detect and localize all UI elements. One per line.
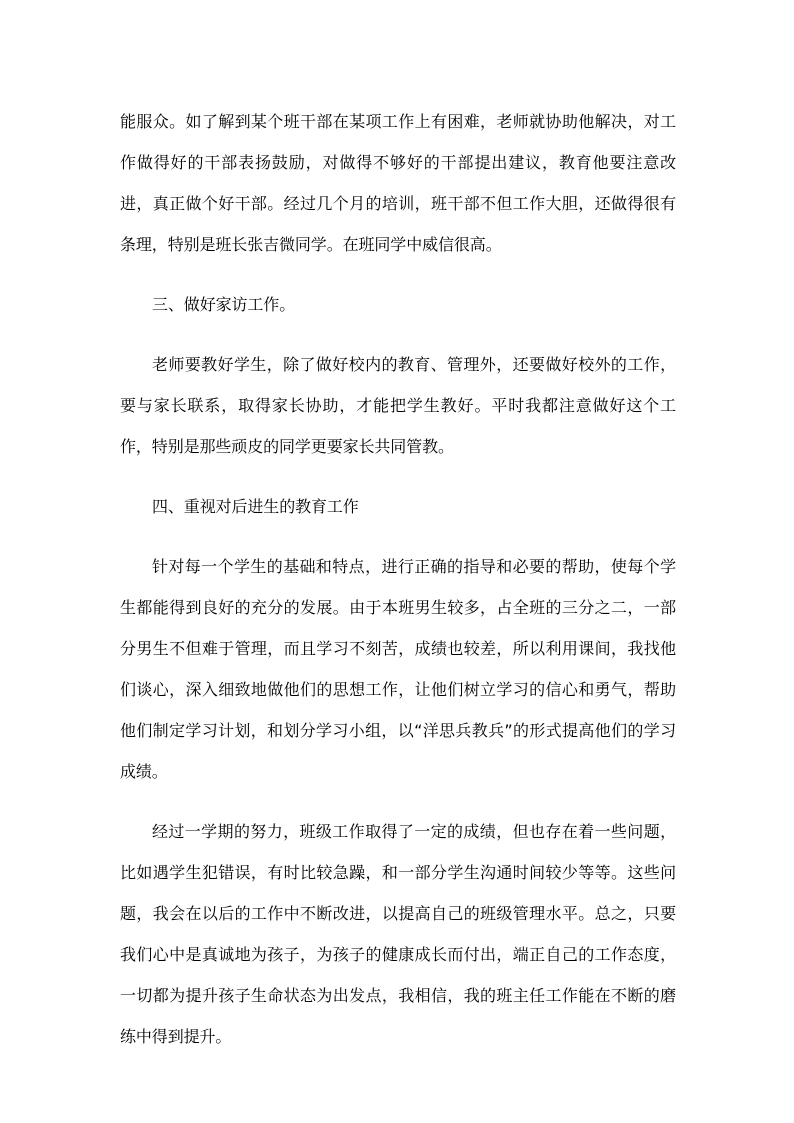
paragraph-continued-cadre-training: 能服众。如了解到某个班干部在某项工作上有困难，老师就协助他解决，对工作做得好的干部表扬鼓励，对做得不够好的干部提出建议，教育他要注意改进，真正做个好干部。经过几个月的培训，班干部不但工作大胆，还做得很有条理，特别是班长张吉微同学。在班同学中威信很高。 [120, 112, 676, 254]
section-heading-home-visits: 三、做好家访工作。 [152, 295, 296, 314]
document-body [120, 101, 676, 1057]
paragraph-home-visits: 老师要教好学生，除了做好校内的教育、管理外，还要做好校外的工作，要与家长联系，取得家长协助，才能把学生教好。平时我都注意做好这个工作，特别是那些顽皮的同学更要家长共同管教。 [120, 355, 676, 456]
paragraph-conclusion: 经过一学期的努力，班级工作取得了一定的成绩，但也存在着一些问题，比如遇学生犯错误，有时比较急躁，和一部分学生沟通时间较少等等。这些问题，我会在以后的工作中不断改进，以提高自己的班级管理水平。总之，只要我们心中是真诚地为孩子，为孩子的健康成长而付出，端正自己的工作态度，一切都为提升孩子生命状态为出发点，我相信，我的班主任工作能在不断的磨练中得到提升。 [120, 822, 676, 1046]
paragraph-struggling-students: 针对每一个学生的基础和特点，进行正确的指导和必要的帮助，使每个学生都能得到良好的充分的发展。由于本班男生较多，占全班的三分之二，一部分男生不但难于管理，而且学习不刻苦，成绩也较差，所以利用课间，我找他们谈心，深入细致地做他们的思想工作，让他们树立学习的信心和勇气，帮助他们制定学习计划，和划分学习小组，以“洋思兵教兵”的形式提高他们的学习成绩。 [120, 557, 676, 781]
section-heading-struggling-students: 四、重视对后进生的教育工作 [152, 497, 359, 516]
